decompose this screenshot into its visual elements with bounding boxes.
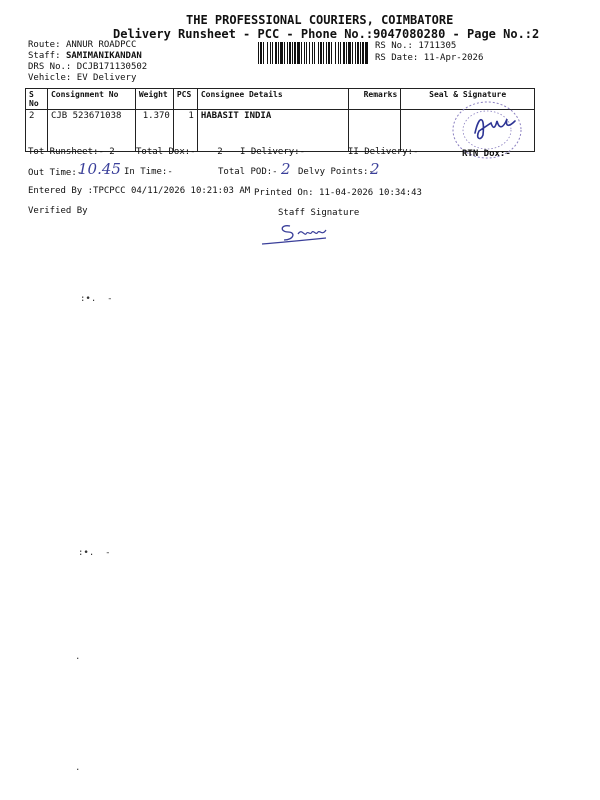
total-dox: Total Dox:- 2 (136, 147, 223, 157)
barcode-bar (272, 42, 273, 64)
summary-line-1: Tot Runsheet:- 2 (28, 147, 115, 157)
rs-date-line: RS Date: 11-Apr-2026 (375, 53, 484, 63)
cell-weight: 1.370 (135, 110, 173, 152)
col-remarks: Remarks (349, 89, 401, 110)
barcode-bar (292, 42, 293, 64)
runsheet-subtitle: Delivery Runsheet - PCC - Phone No.:9047080280 - Page No.:2 (113, 27, 540, 41)
barcode-bar (338, 42, 339, 64)
barcode-bar (348, 42, 351, 64)
barcode-bar (355, 42, 356, 64)
barcode-bar (352, 42, 353, 64)
out-time-value: 10.45 (78, 160, 121, 178)
barcode-bar (260, 42, 262, 64)
company-title: THE PROFESSIONAL COURIERS, COIMBATORE (186, 13, 454, 27)
cell-sno: 2 (26, 110, 48, 152)
route-line: Route: ANNUR ROADPCC (28, 40, 137, 50)
staff-signature-label: Staff Signature (278, 208, 360, 218)
cell-consignee: HABASIT INDIA (197, 110, 349, 152)
printed-on: Printed On: 11-04-2026 10:34:43 (254, 188, 422, 198)
scan-speck: :•. - (78, 548, 111, 558)
barcode-bar (304, 42, 305, 64)
in-time-label: In Time:- (124, 167, 173, 177)
cell-consignment: CJB 523671038 (47, 110, 135, 152)
barcode-bar (328, 42, 330, 64)
delvy-points-label: Delvy Points:- (298, 167, 374, 177)
barcode-bar (323, 42, 324, 64)
barcode-bar (357, 42, 359, 64)
staff-line: Staff: SAMIMANIKANDAN (28, 51, 142, 61)
barcode-bar (326, 42, 327, 64)
barcode-bar (335, 42, 336, 64)
scan-speck: . (75, 763, 81, 773)
ii-delivery: II Delivery:- (348, 147, 419, 157)
barcode-bar (287, 42, 288, 64)
barcode-bar (294, 42, 296, 64)
barcode-bar (275, 42, 277, 64)
barcode-bar (278, 42, 279, 64)
drs-line: DRS No.: DCJB171130502 (28, 62, 148, 72)
barcode-bar (258, 42, 259, 64)
total-pod-value: 2 (281, 160, 291, 178)
barcode-bar (314, 42, 315, 64)
col-consignee: Consignee Details (197, 89, 349, 110)
col-sno: S No (26, 89, 48, 110)
entered-by: Entered By :TPCPCC 04/11/2026 10:21:03 AM (28, 186, 251, 196)
barcode-bar (270, 42, 271, 64)
barcode-graphic (258, 42, 368, 64)
barcode-bar (301, 42, 302, 64)
scan-speck: :•. - (80, 294, 113, 304)
col-consignment: Consignment No (47, 89, 135, 110)
barcode-bar (280, 42, 283, 64)
rs-no-line: RS No.: 1711305 (375, 41, 457, 51)
barcode-bar (312, 42, 313, 64)
barcode-bar (297, 42, 300, 64)
total-pod-label: Total POD:- (218, 167, 278, 177)
scan-speck: . (75, 652, 81, 662)
barcode-bar (360, 42, 361, 64)
barcode-bar (340, 42, 341, 64)
col-weight: Weight (135, 89, 173, 110)
col-pcs: PCS (173, 89, 197, 110)
i-delivery: I Delivery:- (240, 147, 306, 157)
barcode-bar (284, 42, 285, 64)
barcode-bar (346, 42, 347, 64)
out-time-label: Out Time:- (28, 168, 83, 178)
barcode-bar (320, 42, 322, 64)
cell-remarks (349, 110, 401, 152)
barcode-bar (365, 42, 368, 64)
barcode-bar (289, 42, 291, 64)
barcode-bar (331, 42, 332, 64)
col-seal: Seal & Signature (401, 89, 535, 110)
barcode-bar (306, 42, 307, 64)
barcode-bar (267, 42, 268, 64)
verified-by: Verified By (28, 206, 88, 216)
rtn-dox: RTN Dox:- (462, 149, 511, 159)
barcode-bar (309, 42, 310, 64)
delvy-points-value: 2 (370, 160, 380, 178)
barcode-bar (318, 42, 319, 64)
vehicle-line: Vehicle: EV Delivery (28, 73, 137, 83)
barcode-bar (263, 42, 264, 64)
cell-pcs: 1 (173, 110, 197, 152)
staff-signature-mark (256, 218, 340, 248)
barcode-bar (343, 42, 345, 64)
barcode-bar (362, 42, 364, 64)
